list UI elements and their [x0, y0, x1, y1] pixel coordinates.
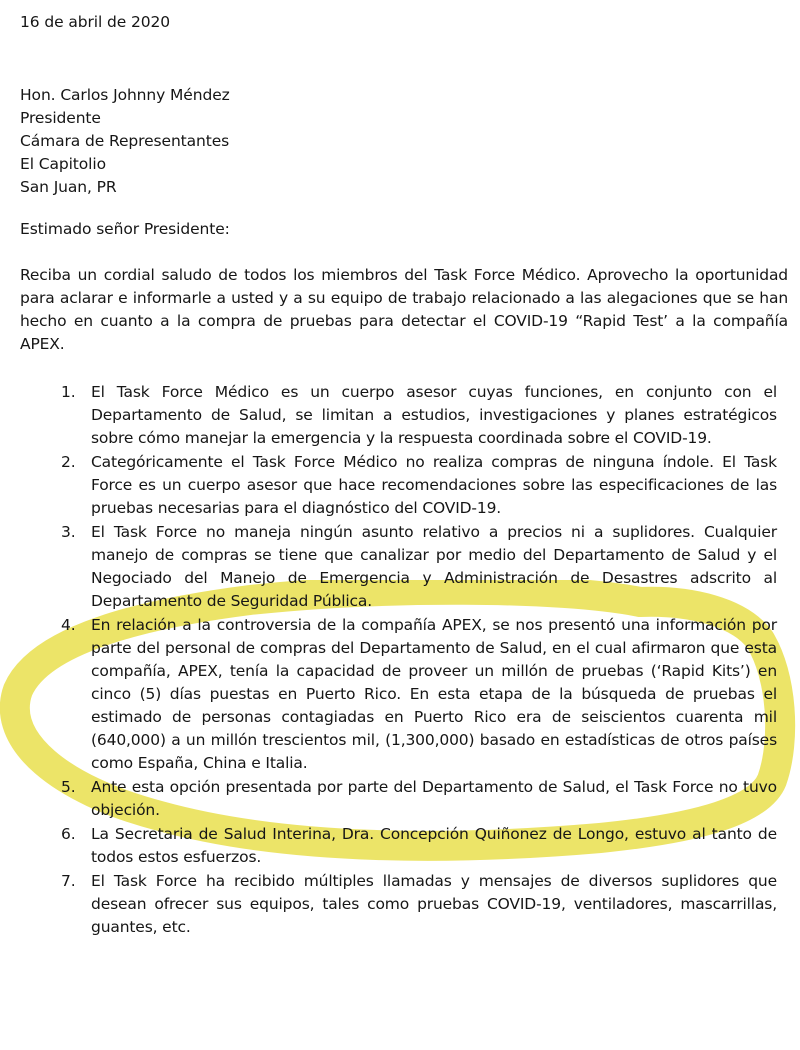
address-line: Cámara de Representantes — [20, 132, 230, 150]
list-item-text: El Task Force ha recibido múltiples llamadas y mensajes de diversos suplidores que desean ofrecer sus equipos, tales como pruebas COVID-19, ventiladores, mascarrillas, guantes, etc. — [91, 872, 777, 936]
list-item-text: Ante esta opción presentada por parte del Departamento de Salud, el Task Force no tuvo objeción. — [91, 778, 777, 819]
address-line: San Juan, PR — [20, 178, 117, 196]
recipient-address — [20, 84, 230, 199]
list-item-text: En relación a la controversia de la compañía APEX, se nos presentó una información por parte del personal de compras del Departamento de Salud, en el cual afirmaron que esta compañía, APEX, tenía la capacidad de proveer un millón de pruebas (‘Rapid Kits’) en cinco (5) días puestas en Puerto Rico. En esta etapa de la búsqueda de pruebas el estimado de personas contagiadas en Puerto Rico era de seiscientos cuarenta mil (640,000) a un millón trescientos mil, (1,300,000) basado en estadísticas de otros países como España, China e Italia. — [91, 616, 777, 772]
intro-paragraph: Reciba un cordial saludo de todos los miembros del Task Force Médico. Aprovecho la oportunidad para aclarar e informarle a usted y a su equipo de trabajo relacionado a las alegaciones que se han hecho en cuanto a la compra de pruebas para detectar el COVID-19 “Rapid Test’ a la compañía APEX. — [20, 266, 788, 353]
list-item-number: 1. — [61, 383, 76, 401]
list-item-text: El Task Force no maneja ningún asunto relativo a precios ni a suplidores. Cualquier manejo de compras se tiene que canalizar por medio del Departamento de Salud y el Negociado del Manejo de Emergencia y Administración de Desastres adscrito al Departamento de Seguridad Pública. — [91, 523, 777, 610]
address-line: Presidente — [20, 109, 101, 127]
list-item-number: 2. — [61, 453, 76, 471]
list-item — [0, 823, 780, 869]
letter-date: 16 de abril de 2020 — [20, 13, 171, 31]
list-item-text: Categóricamente el Task Force Médico no realiza compras de ninguna índole. El Task Force es un cuerpo asesor que hace recomendaciones sobre las especificaciones de las pruebas necesarias para el diagnóstico del COVID-19. — [91, 453, 777, 517]
list-item — [0, 614, 780, 775]
list-item — [0, 521, 780, 613]
list-item-number: 5. — [61, 778, 76, 796]
list-item-text: La Secretaria de Salud Interina, Dra. Concepción Quiñonez de Longo, estuvo al tanto de todos estos esfuerzos. — [91, 825, 777, 866]
list-item-number: 4. — [61, 616, 76, 634]
list-item-number: 3. — [61, 523, 76, 541]
address-line: Hon. Carlos Johnny Méndez — [20, 86, 230, 104]
list-item-text: El Task Force Médico es un cuerpo asesor cuyas funciones, en conjunto con el Departamento de Salud, se limitan a estudios, investigaciones y planes estratégicos sobre cómo manejar la emergencia y la respuesta coordinada sobre el COVID-19. — [91, 383, 777, 447]
numbered-points-list — [0, 381, 780, 940]
list-item-number: 7. — [61, 872, 76, 890]
address-line: El Capitolio — [20, 155, 106, 173]
list-item — [0, 870, 780, 939]
salutation: Estimado señor Presidente: — [20, 220, 230, 238]
list-item — [0, 776, 780, 822]
list-item-number: 6. — [61, 825, 76, 843]
list-item — [0, 381, 780, 450]
list-item — [0, 451, 780, 520]
